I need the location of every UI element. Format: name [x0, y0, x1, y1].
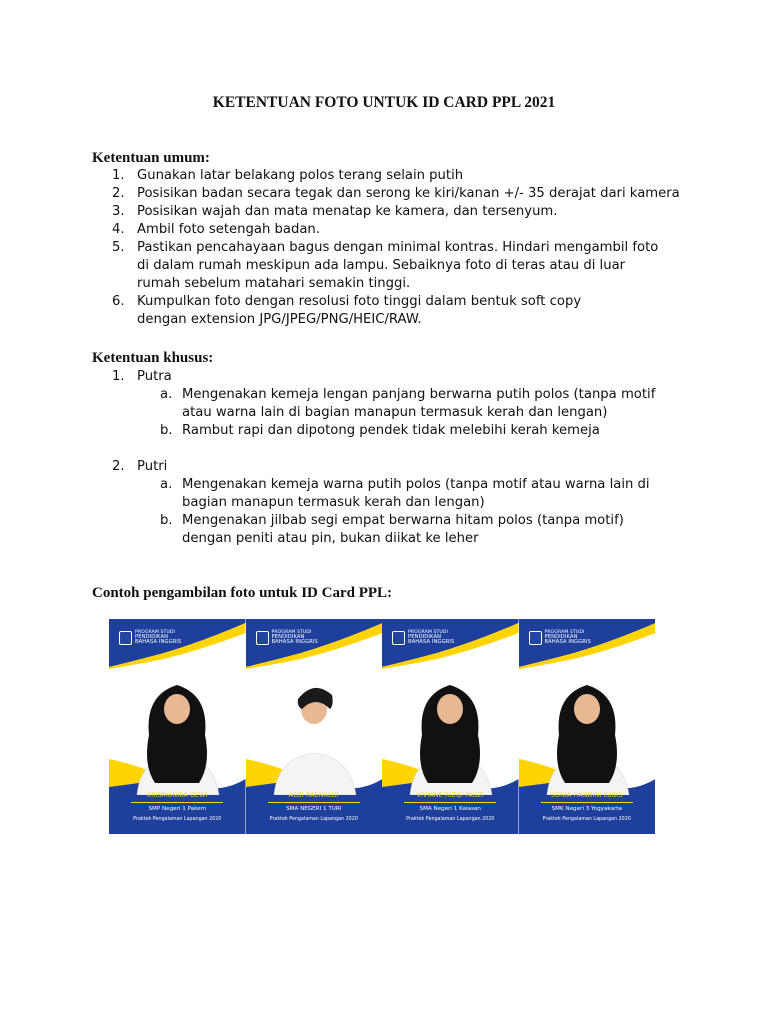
putra-sublist [160, 386, 680, 440]
putri-sublist [160, 476, 680, 548]
university-logo-icon [392, 631, 405, 645]
list-item: b. Rambut rapi dan dipotong pendek tidak melebihi kerah kemeja [160, 423, 600, 438]
list-item: a. Mengenakan kemeja warna putih polos (tanpa motif atau warna lain di bagian manapun termasuk kerah dan lengan) [160, 477, 650, 510]
card-school: SMP Negeri 1 Pakem [148, 806, 207, 812]
divider [404, 802, 496, 803]
special-group-putra: 1. Putra [112, 369, 172, 384]
list-item: 1. Gunakan latar belakang polos terang selain putih [112, 168, 464, 183]
university-logo-icon [256, 631, 269, 645]
card-name: SONIA HANDINI LUBIS [551, 792, 623, 799]
list-item: 3. Posisikan wajah dan mata menatap ke kamera, dan tersenyum. [112, 204, 558, 219]
university-logo-icon [529, 631, 542, 645]
person-photo [400, 665, 500, 795]
person-photo [264, 665, 364, 795]
university-logo-icon [119, 631, 132, 645]
special-heading: Ketentuan khusus: [92, 350, 214, 366]
logo: PROGRAM STUDI PENDIDIKAN BAHASA INGGRIS [529, 630, 591, 645]
logo: PROGRAM STUDI PENDIDIKAN BAHASA INGGRIS [119, 630, 181, 645]
card-school: SMA Negeri 1 Kalasan [419, 806, 481, 812]
id-card [246, 619, 383, 834]
card-footer: Praktek Pengalaman Lapangan 2020 [269, 817, 358, 822]
person-photo [537, 665, 637, 795]
list-item: a. Mengenakan kemeja lengan panjang berwarna putih polos (tanpa motif atau warna lain di bagian manapun termasuk kerah dan lengan) [160, 387, 656, 420]
card-name: VIVIANE RIZQI FAUZI [416, 792, 484, 799]
list-item: 6. Kumpulkan foto dengan resolusi foto tinggi dalam bentuk soft copy dengan extension JPG/JPEG/PNG/HEIC/RAW. [112, 294, 582, 327]
card-footer: Praktek Pengalaman Lapangan 2020 [133, 817, 222, 822]
divider [131, 802, 223, 803]
card-school: SMK Negeri 3 Yogyakarta [551, 806, 622, 812]
document-title: KETENTUAN FOTO UNTUK ID CARD PPL 2021 [212, 94, 556, 111]
general-list [112, 167, 692, 329]
divider [268, 802, 360, 803]
card-school: SMA NEGERI 1 TURI [286, 806, 342, 812]
person-photo [127, 665, 227, 795]
id-card [382, 619, 519, 834]
list-item: 2. Posisikan badan secara tegak dan serong ke kiri/kanan +/- 35 derajat dari kamera [112, 186, 680, 201]
examples-heading: Contoh pengambilan foto untuk ID Card PPL: [92, 585, 393, 601]
id-card [519, 619, 656, 834]
card-footer: Praktek Pengalaman Lapangan 2020 [542, 817, 631, 822]
logo: PROGRAM STUDI PENDIDIKAN BAHASA INGGRIS [392, 630, 454, 645]
card-name: KRISMONIKA DEWI [146, 792, 208, 799]
id-card-examples [109, 619, 655, 834]
general-heading: Ketentuan umum: [92, 150, 210, 166]
id-card [109, 619, 246, 834]
logo: PROGRAM STUDI PENDIDIKAN BAHASA INGGRIS [256, 630, 318, 645]
special-group-putri: 2. Putri [112, 459, 168, 474]
card-footer: Praktek Pengalaman Lapangan 2020 [406, 817, 495, 822]
divider [541, 802, 633, 803]
card-name: ALDI RAENALDI [288, 792, 339, 799]
list-item: 4. Ambil foto setengah badan. [112, 222, 320, 237]
list-item: b. Mengenakan jilbab segi empat berwarna hitam polos (tanpa motif) dengan peniti atau pin, bukan diikat ke leher [160, 513, 624, 546]
list-item: 5. Pastikan pencahayaan bagus dengan minimal kontras. Hindari mengambil foto di dalam rumah meskipun ada lampu. Sebaiknya foto di teras atau di luar rumah sebelum matahari semakin tinggi. [112, 240, 659, 291]
